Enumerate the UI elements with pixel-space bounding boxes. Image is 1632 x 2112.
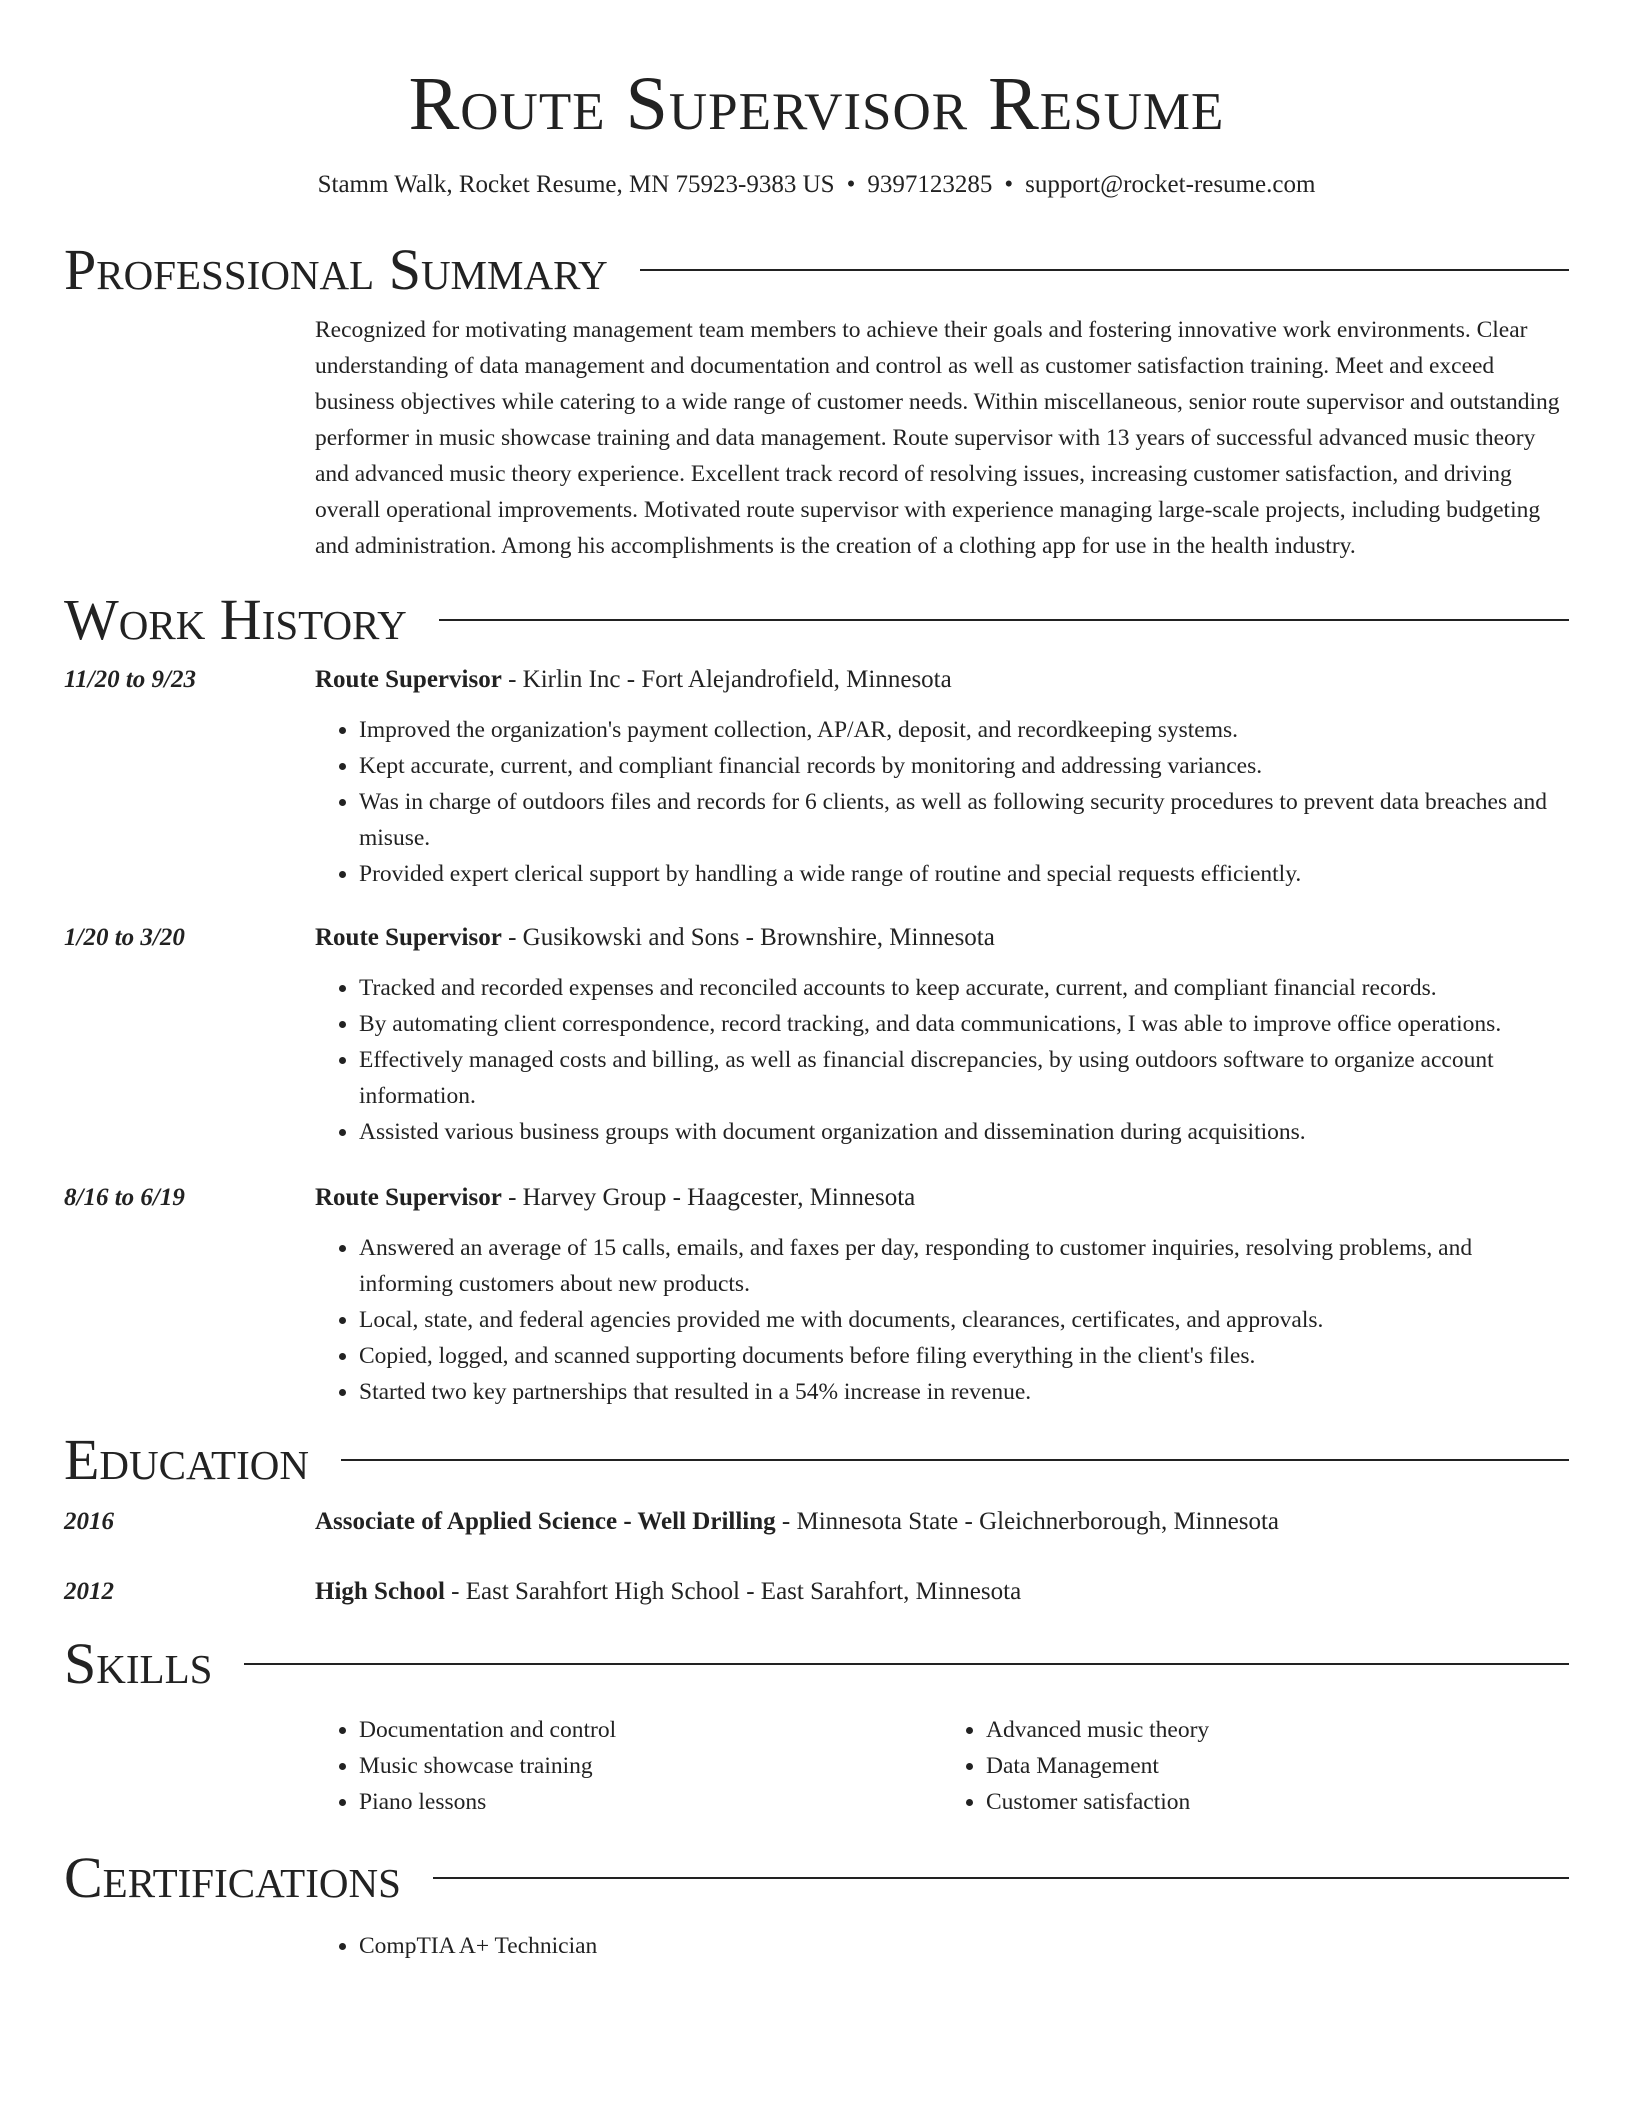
job-headline: [315, 920, 1569, 956]
list-item: • Piano lessons: [359, 1784, 942, 1820]
job-entry: [64, 920, 1569, 1150]
job-details: - Kirlin Inc - Fort Alejandrofield, Minnesota: [501, 666, 952, 693]
job-bullets: [315, 970, 1569, 1150]
list-item: • Documentation and control: [359, 1712, 942, 1748]
list-item: • Was in charge of outdoors files and records for 6 clients, as well as following security procedures to prevent data breaches and misuse.: [359, 784, 1569, 856]
contact-address: Stamm Walk, Rocket Resume, MN 75923-9383 US: [317, 171, 835, 198]
job-dates: 11/20 to 9/23: [64, 666, 196, 693]
job-details: - Harvey Group - Haagcester, Minnesota: [501, 1184, 916, 1211]
education-entry: [64, 1574, 1569, 1610]
education-headline: [315, 1574, 1569, 1610]
list-item: • By automating client correspondence, record tracking, and data communications, I was able to improve office operations.: [359, 1006, 1569, 1042]
certifications-list: [315, 1928, 1569, 1964]
contact-separator: •: [1004, 171, 1014, 198]
education-entry: [64, 1504, 1569, 1540]
list-item: • Effectively managed costs and billing, as well as financial discrepancies, by using outdoors software to organize account information.: [359, 1042, 1569, 1114]
list-item: • Copied, logged, and scanned supporting documents before filing everything in the client's files.: [359, 1338, 1569, 1374]
education-degree: Associate of Applied Science - Well Drilling: [315, 1508, 776, 1535]
job-bullets: [315, 712, 1569, 892]
list-item: • Tracked and recorded expenses and reconciled accounts to keep accurate, current, and compliant financial records.: [359, 970, 1569, 1006]
list-item: • Local, state, and federal agencies provided me with documents, clearances, certificates, and approvals.: [359, 1302, 1569, 1338]
section-divider: [341, 1459, 1569, 1461]
section-divider: [640, 269, 1569, 271]
job-title: Route Supervisor: [315, 924, 502, 951]
section-divider: [433, 1877, 1569, 1879]
summary-text: Recognized for motivating management team members to achieve their goals and fostering innovative work environments. Clear understanding of data management and documentation and control as well as customer satisfaction training. Meet and exceed business objectives while catering to a wide range of customer needs. Within miscellaneous, senior route supervisor and outstanding performer in music showcase training and data management. Route supervisor with 13 years of successful advanced music theory and advanced music theory experience. Excellent track record of resolving issues, increasing customer satisfaction, and driving overall operational improvements. Motivated route supervisor with experience managing large-scale projects, including budgeting and administration. Among his accomplishments is the creation of a clothing app for use in the health industry.: [315, 317, 1560, 559]
list-item: • Kept accurate, current, and compliant financial records by monitoring and addressing variances.: [359, 748, 1569, 784]
skills-column-right: [942, 1712, 1569, 1820]
section-header-certifications: [64, 1846, 1569, 1910]
contact-email: support@rocket-resume.com: [1025, 171, 1316, 198]
section-title-summary: Professional Summary: [64, 237, 608, 302]
skills-list: [315, 1712, 1569, 1820]
job-headline: [315, 1180, 1569, 1216]
section-divider: [439, 619, 1569, 621]
education-details: - Minnesota State - Gleichnerborough, Minnesota: [775, 1508, 1279, 1535]
list-item: • Improved the organization's payment collection, AP/AR, deposit, and recordkeeping systems.: [359, 712, 1569, 748]
job-title: Route Supervisor: [315, 1184, 502, 1211]
job-headline: [315, 662, 1569, 698]
list-item: • Started two key partnerships that resulted in a 54% increase in revenue.: [359, 1374, 1569, 1410]
job-dates: 1/20 to 3/20: [64, 924, 185, 951]
education-degree: High School: [315, 1578, 445, 1605]
list-item: • Customer satisfaction: [986, 1784, 1569, 1820]
list-item: • Advanced music theory: [986, 1712, 1569, 1748]
section-header-work: [64, 588, 1569, 652]
certifications-bullets: [315, 1928, 1569, 1964]
resume-title: Route Supervisor Resume: [408, 62, 1225, 146]
education-details: - East Sarahfort High School - East Sarahfort, Minnesota: [444, 1578, 1022, 1605]
list-item: • Data Management: [986, 1748, 1569, 1784]
resume-page: [64, 0, 1569, 1964]
list-item: • Answered an average of 15 calls, emails, and faxes per day, responding to customer inquiries, resolving problems, and informing customers about new products.: [359, 1230, 1569, 1302]
skills-column-left: [315, 1712, 942, 1820]
job-dates: 8/16 to 6/19: [64, 1184, 185, 1211]
list-item: • Music showcase training: [359, 1748, 942, 1784]
contact-separator: •: [846, 171, 856, 198]
education-headline: [315, 1504, 1569, 1540]
contact-phone: 9397123285: [867, 171, 993, 198]
section-title-work: Work History: [64, 587, 407, 652]
job-title: Route Supervisor: [315, 666, 502, 693]
section-title-certifications: Certifications: [64, 1845, 401, 1910]
job-entry: [64, 662, 1569, 892]
job-details: - Gusikowski and Sons - Brownshire, Minnesota: [501, 924, 995, 951]
contact-line: [64, 168, 1569, 202]
section-divider: [244, 1663, 1569, 1665]
list-item: • Provided expert clerical support by handling a wide range of routine and special requests efficiently.: [359, 856, 1569, 892]
list-item: • CompTIA A+ Technician: [359, 1928, 1569, 1964]
education-year: 2012: [64, 1578, 114, 1605]
education-year: 2016: [64, 1508, 114, 1535]
section-header-education: [64, 1428, 1569, 1492]
list-item: • Assisted various business groups with document organization and dissemination during acquisitions.: [359, 1114, 1569, 1150]
section-title-skills: Skills: [64, 1631, 213, 1696]
section-title-education: Education: [64, 1427, 309, 1492]
section-header-skills: [64, 1632, 1569, 1696]
section-header-summary: [64, 238, 1569, 302]
job-bullets: [315, 1230, 1569, 1410]
job-entry: [64, 1180, 1569, 1410]
